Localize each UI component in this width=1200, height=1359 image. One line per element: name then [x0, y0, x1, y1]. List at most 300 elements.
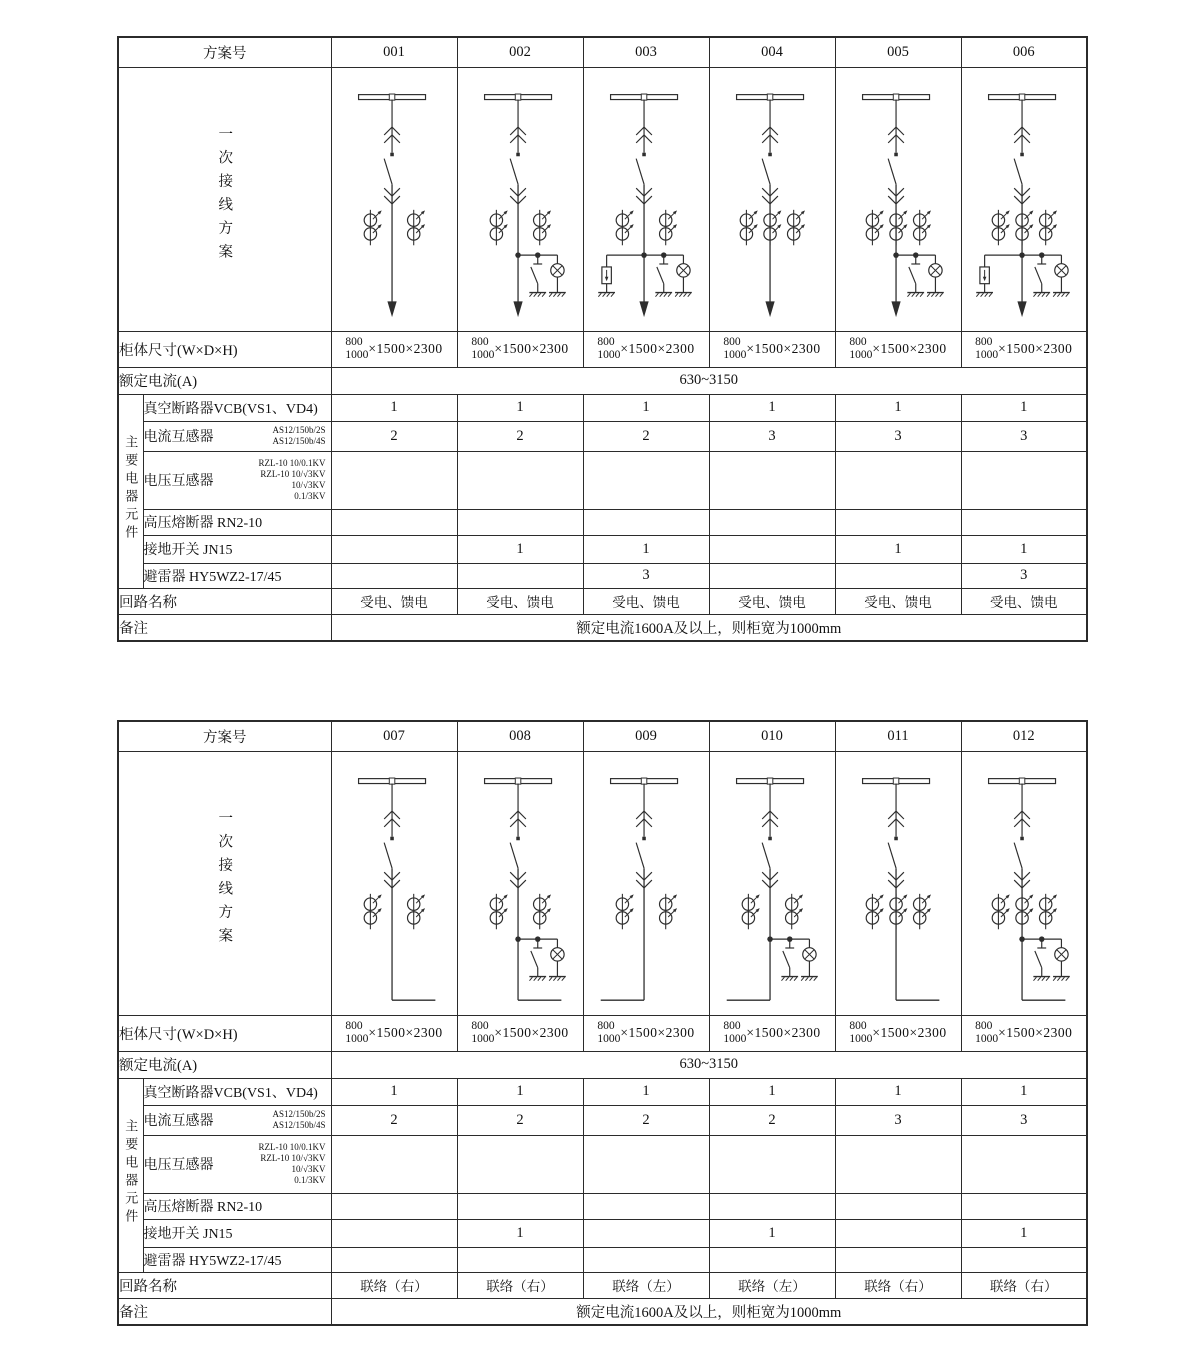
wiring-diagram-cell	[709, 67, 835, 331]
component-value-cell	[835, 509, 961, 535]
remark-cell: 额定电流1600A及以上，则柜宽为1000mm	[331, 614, 1087, 641]
dimension-rest: ×1500×2300	[746, 1025, 821, 1040]
component-label-cell	[143, 1078, 331, 1105]
earth-switch-symbol	[1033, 936, 1050, 980]
ct-symbol	[889, 210, 907, 245]
circuit-name-cell: 受电、馈电	[835, 588, 961, 614]
lamp-symbol	[549, 939, 566, 981]
component-spec-line: 10/√3KV	[291, 480, 326, 490]
component-value-cell	[709, 1193, 835, 1219]
wiring-diagram-cell	[457, 751, 583, 1015]
dimension-cell	[961, 331, 1087, 367]
ct-symbol	[913, 894, 931, 929]
component-spec-line: AS12/150b/4S	[272, 436, 326, 446]
component-label: 避雷器 HY5WZ2-17/45	[143, 1253, 282, 1269]
dimension-cell	[457, 1015, 583, 1051]
component-value-cell: 3	[835, 421, 961, 451]
component-value-cell	[835, 1219, 961, 1247]
circuit-name-cell: 联络（右）	[835, 1272, 961, 1298]
dimension-cell	[583, 331, 709, 367]
lamp-symbol	[1053, 255, 1070, 297]
circuit-name-cell: 受电、馈电	[709, 588, 835, 614]
component-spec-line: AS12/150b/2S	[272, 1109, 326, 1120]
lamp-symbol	[549, 255, 566, 297]
component-value-cell	[457, 563, 583, 588]
vacuum-breaker-symbol	[762, 153, 772, 185]
cabinet-size-label: 柜体尺寸(W×D×H)	[118, 1015, 331, 1051]
ct-symbol	[616, 894, 634, 929]
dimension-width-800: 800	[345, 1020, 363, 1033]
wiring-diagram-cell	[961, 751, 1087, 1015]
ground-symbol	[907, 293, 924, 297]
dimension-width-800: 800	[471, 1020, 489, 1033]
feeder-arrow	[639, 301, 648, 317]
component-spec-line: 0.1/3KV	[294, 1174, 326, 1185]
scheme-number: 005	[835, 37, 961, 67]
component-value-cell: 3	[583, 563, 709, 588]
ground-symbol	[1053, 977, 1070, 981]
component-value-cell	[961, 509, 1087, 535]
ct-symbol	[866, 210, 884, 245]
dimension-width-800: 800	[723, 336, 741, 349]
arrester-symbol	[976, 255, 1022, 297]
component-label-cell	[143, 1247, 331, 1272]
wiring-diagram-002	[458, 70, 584, 328]
busbar	[610, 778, 677, 784]
dimension-cell	[583, 1015, 709, 1051]
circuit-name-cell: 受电、馈电	[961, 588, 1087, 614]
ct-symbol	[659, 894, 677, 929]
component-value-cell	[835, 1193, 961, 1219]
vacuum-breaker-symbol	[762, 837, 772, 869]
ct-symbol	[533, 894, 551, 929]
component-value-cell	[961, 1193, 1087, 1219]
ct-symbol	[364, 894, 382, 929]
ct-symbol	[785, 894, 803, 929]
scheme-number: 008	[457, 721, 583, 751]
vacuum-breaker-symbol	[636, 837, 646, 869]
ct-symbol	[407, 894, 425, 929]
dimension-width-800: 800	[345, 336, 363, 349]
component-value-cell: 1	[331, 394, 457, 421]
busbar	[736, 94, 803, 100]
dimension-rest: ×1500×2300	[494, 341, 569, 356]
component-value-cell	[583, 1193, 709, 1219]
scheme-number: 001	[331, 37, 457, 67]
component-value-cell: 3	[961, 1105, 1087, 1135]
dimension-width-800: 800	[975, 1020, 993, 1033]
cabinet-size-label: 柜体尺寸(W×D×H)	[118, 331, 331, 367]
remark-cell: 额定电流1600A及以上，则柜宽为1000mm	[331, 1298, 1087, 1325]
busbar	[358, 778, 425, 784]
component-label: 电压互感器	[143, 1158, 214, 1173]
component-label-cell	[143, 509, 331, 535]
component-value-cell: 3	[961, 421, 1087, 451]
component-value-cell	[709, 1247, 835, 1272]
component-value-cell: 3	[709, 421, 835, 451]
rated-current-label: 额定电流(A)	[118, 1051, 331, 1078]
component-label: 电流互感器	[143, 430, 214, 445]
component-label: 电流互感器	[143, 1114, 214, 1129]
dimension-cell	[331, 331, 457, 367]
dimension-rest: ×1500×2300	[494, 1025, 569, 1040]
lamp-symbol	[675, 255, 692, 297]
wiring-diagram-cell	[961, 67, 1087, 331]
component-label-cell	[143, 1105, 331, 1135]
component-spec-line: RZL-10 10/0.1KV	[258, 1142, 326, 1153]
component-spec-line: RZL-10 10/0.1KV	[258, 458, 326, 469]
dimension-width-1000: 1000	[723, 349, 747, 361]
component-label: 真空断路器VCB(VS1、VD4)	[143, 401, 318, 417]
component-label-cell	[143, 1219, 331, 1247]
component-value-cell: 2	[457, 421, 583, 451]
component-label: 避雷器 HY5WZ2-17/45	[143, 569, 282, 585]
components-group-cell	[118, 394, 143, 588]
component-label: 接地开关 JN15	[143, 543, 233, 558]
scheme-number: 006	[961, 37, 1087, 67]
ct-symbol	[913, 210, 931, 245]
component-value-cell: 1	[457, 394, 583, 421]
component-value-cell	[835, 451, 961, 509]
ct-symbol	[740, 210, 758, 245]
component-value-cell: 1	[961, 535, 1087, 563]
scheme-number: 004	[709, 37, 835, 67]
ground-symbol	[598, 293, 615, 297]
busbar	[988, 94, 1055, 100]
feeder-arrow	[1017, 301, 1026, 317]
component-value-cell	[709, 509, 835, 535]
component-value-cell	[331, 451, 457, 509]
scheme-no-header: 方案号	[118, 37, 331, 67]
dimension-width-1000: 1000	[849, 1033, 873, 1045]
ground-symbol	[1033, 977, 1050, 981]
component-value-cell: 1	[835, 535, 961, 563]
wiring-diagram-010	[710, 754, 836, 1012]
ct-symbol	[763, 210, 781, 245]
primary-wiring-label-cell	[118, 67, 331, 331]
component-spec-line: RZL-10 10/√3KV	[260, 1153, 326, 1164]
component-value-cell	[583, 509, 709, 535]
component-value-cell: 1	[583, 394, 709, 421]
dimension-width-1000: 1000	[849, 349, 873, 361]
wiring-diagram-006	[962, 70, 1088, 328]
component-label: 高压熔断器 RN2-10	[143, 1200, 263, 1215]
components-group-label: 主要电器元件	[123, 434, 139, 543]
wiring-diagram-cell	[331, 751, 457, 1015]
wiring-diagram-009	[584, 754, 710, 1012]
earth-switch-symbol	[655, 252, 672, 296]
scheme-number: 010	[709, 721, 835, 751]
scheme-table-2	[117, 720, 1088, 1326]
wiring-diagram-011	[836, 754, 962, 1012]
dimension-width-800: 800	[849, 1020, 867, 1033]
component-value-cell	[331, 509, 457, 535]
ground-symbol	[1053, 293, 1070, 297]
dimension-width-800: 800	[975, 336, 993, 349]
scheme-number: 003	[583, 37, 709, 67]
vacuum-breaker-symbol	[888, 153, 898, 185]
ct-symbol	[992, 210, 1010, 245]
circuit-name-label: 回路名称	[118, 588, 331, 614]
remark-label: 备注	[118, 614, 331, 641]
component-value-cell	[457, 1135, 583, 1193]
component-value-cell	[331, 1193, 457, 1219]
component-value-cell	[961, 1135, 1087, 1193]
ground-symbol	[801, 977, 818, 981]
ground-symbol	[549, 293, 566, 297]
dimension-width-1000: 1000	[345, 349, 369, 361]
feeder-arrow	[387, 301, 396, 317]
wiring-diagram-cell	[583, 751, 709, 1015]
scheme-number: 007	[331, 721, 457, 751]
scheme-table-2-wrap	[117, 720, 1200, 1326]
feeder-arrow	[765, 301, 774, 317]
component-value-cell: 1	[457, 1078, 583, 1105]
dimension-cell	[835, 1015, 961, 1051]
dimension-width-1000: 1000	[345, 1033, 369, 1045]
ct-symbol	[407, 210, 425, 245]
scheme-number: 009	[583, 721, 709, 751]
wiring-diagram-008	[458, 754, 584, 1012]
component-value-cell: 1	[835, 1078, 961, 1105]
component-value-cell	[583, 1135, 709, 1193]
component-value-cell	[709, 535, 835, 563]
ct-symbol	[1039, 894, 1057, 929]
component-value-cell: 1	[583, 1078, 709, 1105]
component-label: 电压互感器	[143, 474, 214, 489]
wiring-diagram-cell	[457, 67, 583, 331]
circuit-name-label: 回路名称	[118, 1272, 331, 1298]
ct-symbol	[1039, 210, 1057, 245]
primary-wiring-label: 一次接线方案	[216, 126, 233, 267]
component-spec	[259, 458, 326, 501]
scheme-number: 002	[457, 37, 583, 67]
circuit-name-cell: 联络（右）	[457, 1272, 583, 1298]
ct-symbol	[364, 210, 382, 245]
ct-symbol	[490, 894, 508, 929]
dimension-width-800: 800	[597, 1020, 615, 1033]
circuit-name-cell: 联络（右）	[331, 1272, 457, 1298]
dimension-width-1000: 1000	[975, 1033, 999, 1045]
dimension-width-800: 800	[471, 336, 489, 349]
component-spec	[272, 425, 325, 447]
vacuum-breaker-symbol	[384, 837, 394, 869]
ground-symbol	[927, 293, 944, 297]
dimension-rest: ×1500×2300	[620, 1025, 695, 1040]
component-value-cell	[961, 1247, 1087, 1272]
component-label-cell	[143, 451, 331, 509]
rated-current-label: 额定电流(A)	[118, 367, 331, 394]
dimension-rest: ×1500×2300	[368, 1025, 443, 1040]
component-value-cell: 1	[457, 1219, 583, 1247]
wiring-diagram-cell	[835, 751, 961, 1015]
dimension-width-800: 800	[723, 1020, 741, 1033]
ct-symbol	[616, 210, 634, 245]
wiring-diagram-cell	[835, 67, 961, 331]
primary-wiring-label-cell	[118, 751, 331, 1015]
dimension-rest: ×1500×2300	[746, 341, 821, 356]
component-value-cell	[709, 451, 835, 509]
ground-symbol	[529, 293, 546, 297]
component-value-cell	[331, 563, 457, 588]
ct-symbol	[490, 210, 508, 245]
ground-symbol	[781, 977, 798, 981]
component-value-cell: 1	[961, 1078, 1087, 1105]
wiring-diagram-012	[962, 754, 1088, 1012]
component-value-cell	[961, 451, 1087, 509]
scheme-no-header: 方案号	[118, 721, 331, 751]
component-label: 高压熔断器 RN2-10	[143, 516, 263, 531]
vacuum-breaker-symbol	[384, 153, 394, 185]
busbar	[988, 778, 1055, 784]
feeder-arrow	[891, 301, 900, 317]
component-value-cell: 1	[709, 394, 835, 421]
component-value-cell	[583, 451, 709, 509]
remark-label: 备注	[118, 1298, 331, 1325]
busbar	[484, 778, 551, 784]
component-value-cell	[331, 1219, 457, 1247]
component-label: 真空断路器VCB(VS1、VD4)	[143, 1085, 318, 1101]
lamp-symbol	[801, 939, 818, 981]
lamp-symbol	[1053, 939, 1070, 981]
ct-symbol	[533, 210, 551, 245]
wiring-diagram-001	[332, 70, 458, 328]
dimension-cell	[961, 1015, 1087, 1051]
arrester-symbol	[598, 255, 644, 297]
component-value-cell	[331, 1247, 457, 1272]
component-label-cell	[143, 535, 331, 563]
component-label-cell	[143, 563, 331, 588]
earth-switch-symbol	[907, 252, 924, 296]
rated-current-value: 630~3150	[331, 367, 1087, 394]
circuit-name-cell: 联络（右）	[961, 1272, 1087, 1298]
component-label-cell	[143, 1193, 331, 1219]
ct-symbol	[1015, 894, 1033, 929]
component-label-cell	[143, 421, 331, 451]
circuit-name-cell: 联络（左）	[583, 1272, 709, 1298]
components-group-cell	[118, 1078, 143, 1272]
component-value-cell	[331, 1135, 457, 1193]
scheme-table-1	[117, 36, 1088, 642]
dimension-rest: ×1500×2300	[368, 341, 443, 356]
feeder-arrow	[513, 301, 522, 317]
circuit-name-cell: 联络（左）	[709, 1272, 835, 1298]
component-value-cell	[583, 1219, 709, 1247]
dimension-rest: ×1500×2300	[998, 341, 1073, 356]
component-value-cell: 1	[583, 535, 709, 563]
ct-symbol	[866, 894, 884, 929]
component-value-cell	[709, 563, 835, 588]
dimension-cell	[835, 331, 961, 367]
busbar	[610, 94, 677, 100]
dimension-rest: ×1500×2300	[872, 1025, 947, 1040]
earth-switch-symbol	[529, 252, 546, 296]
scheme-table-1-wrap	[117, 0, 1200, 642]
component-value-cell	[331, 535, 457, 563]
component-spec	[272, 1109, 325, 1131]
dimension-cell	[709, 331, 835, 367]
component-value-cell: 3	[961, 563, 1087, 588]
wiring-diagram-004	[710, 70, 836, 328]
ground-symbol	[1033, 293, 1050, 297]
vacuum-breaker-symbol	[888, 837, 898, 869]
component-spec-line: AS12/150b/2S	[272, 425, 326, 436]
wiring-diagram-005	[836, 70, 962, 328]
dimension-width-1000: 1000	[975, 349, 999, 361]
dimension-width-1000: 1000	[471, 1033, 495, 1045]
wiring-diagram-003	[584, 70, 710, 328]
component-spec-line: 10/√3KV	[291, 1164, 326, 1174]
components-group-label: 主要电器元件	[123, 1118, 139, 1227]
component-value-cell	[457, 1247, 583, 1272]
circuit-name-cell: 受电、馈电	[331, 588, 457, 614]
earth-switch-symbol	[529, 936, 546, 980]
component-value-cell: 2	[331, 421, 457, 451]
ct-symbol	[742, 894, 760, 929]
busbar	[484, 94, 551, 100]
component-value-cell: 2	[583, 1105, 709, 1135]
dimension-width-800: 800	[849, 336, 867, 349]
component-value-cell	[457, 451, 583, 509]
component-value-cell: 2	[583, 421, 709, 451]
busbar	[736, 778, 803, 784]
dimension-width-1000: 1000	[597, 1033, 621, 1045]
component-value-cell: 1	[961, 1219, 1087, 1247]
ground-symbol	[529, 977, 546, 981]
component-label: 接地开关 JN15	[143, 1227, 233, 1242]
busbar	[862, 94, 929, 100]
component-value-cell	[835, 1247, 961, 1272]
component-label-cell	[143, 1135, 331, 1193]
component-value-cell	[835, 1135, 961, 1193]
ground-symbol	[655, 293, 672, 297]
earth-switch-symbol	[1033, 252, 1050, 296]
wiring-diagram-cell	[709, 751, 835, 1015]
component-value-cell: 1	[457, 535, 583, 563]
component-value-cell	[835, 563, 961, 588]
dimension-rest: ×1500×2300	[998, 1025, 1073, 1040]
lamp-symbol	[927, 255, 944, 297]
component-value-cell: 1	[961, 394, 1087, 421]
ct-symbol	[787, 210, 805, 245]
dimension-cell	[331, 1015, 457, 1051]
circuit-name-cell: 受电、馈电	[583, 588, 709, 614]
vacuum-breaker-symbol	[510, 153, 520, 185]
component-value-cell	[457, 1193, 583, 1219]
component-spec-line: RZL-10 10/√3KV	[260, 469, 326, 480]
dimension-width-1000: 1000	[723, 1033, 747, 1045]
rated-current-value: 630~3150	[331, 1051, 1087, 1078]
primary-wiring-label: 一次接线方案	[216, 810, 233, 951]
component-spec-line: 0.1/3KV	[294, 490, 326, 501]
vacuum-breaker-symbol	[1014, 837, 1024, 869]
dimension-rest: ×1500×2300	[872, 341, 947, 356]
vacuum-breaker-symbol	[1014, 153, 1024, 185]
ground-symbol	[976, 293, 993, 297]
ct-symbol	[992, 894, 1010, 929]
component-value-cell	[709, 1135, 835, 1193]
ground-symbol	[675, 293, 692, 297]
wiring-diagram-cell	[583, 67, 709, 331]
dimension-cell	[457, 331, 583, 367]
component-value-cell: 1	[331, 1078, 457, 1105]
component-label-cell	[143, 394, 331, 421]
component-value-cell: 2	[709, 1105, 835, 1135]
component-value-cell: 1	[709, 1219, 835, 1247]
component-value-cell	[583, 1247, 709, 1272]
circuit-name-cell: 受电、馈电	[457, 588, 583, 614]
dimension-width-1000: 1000	[471, 349, 495, 361]
